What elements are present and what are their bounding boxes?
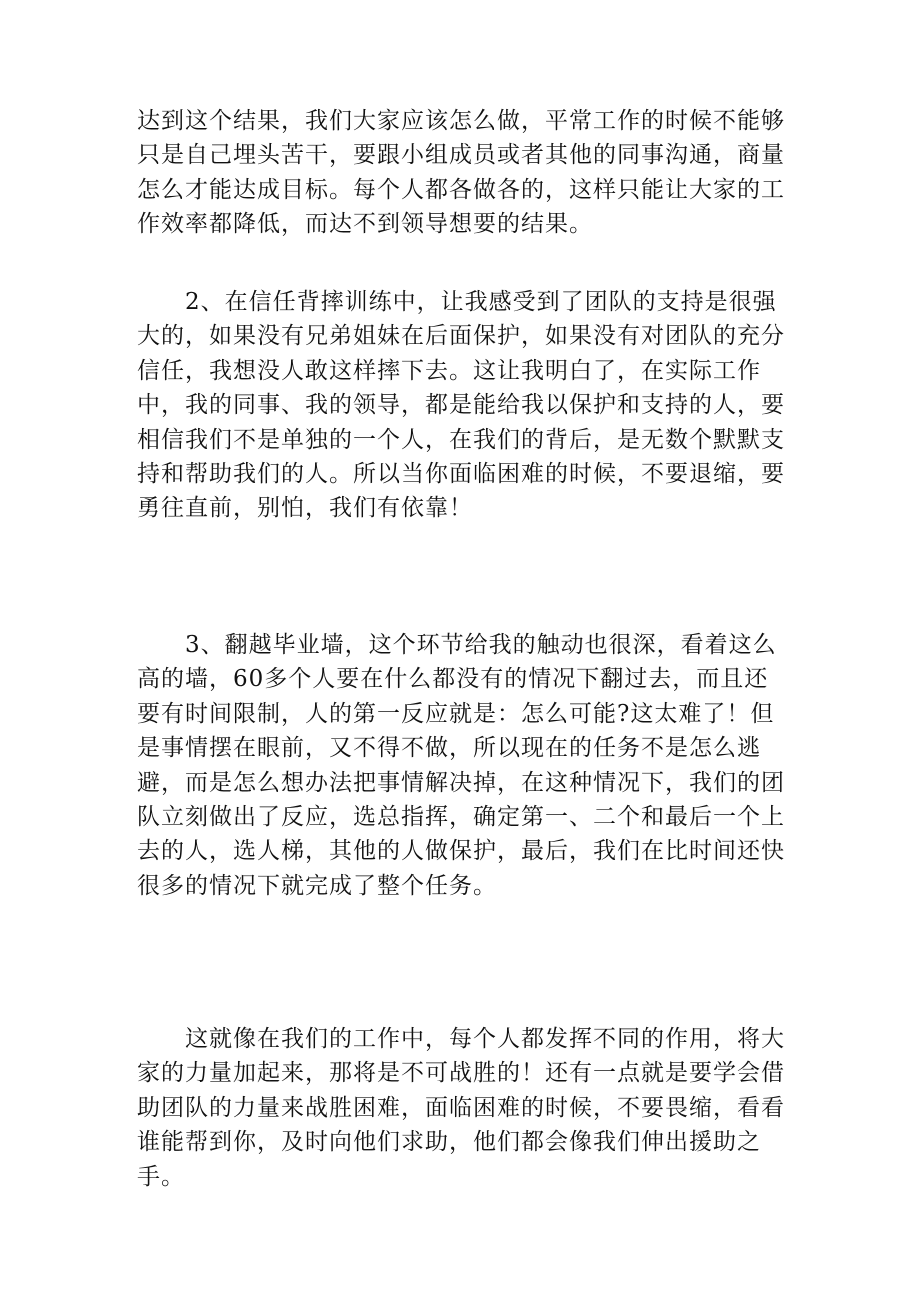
- body-paragraph-3: 3、翻越毕业墙，这个环节给我的触动也很深，看着这么高的墙，60多个人要在什么都没有的情况下翻过去，而且还要有时间限制，人的第一反应就是：怎么可能?这太难了！但是事情摆在眼前，又不得不做，所以现在的任务不是怎么逃避，而是怎么想办法把事情解决掉，在这种情况下，我们的团队立刻做出了反应，选总指挥，确定第一、二个和最后一个上去的人，选人梯，其他的人做保护，最后，我们在比时间还快很多的情况下就完成了整个任务。: [137, 632, 785, 899]
- body-paragraph-1: 达到这个结果，我们大家应该怎么做，平常工作的时候不能够只是自己埋头苦干，要跟小组成员或者其他的同事沟通，商量怎么才能达成目标。每个人都各做各的，这样只能让大家的工作效率都降低，而达不到领导想要的结果。: [137, 108, 785, 238]
- body-paragraph-2: 2、在信任背摔训练中，让我感受到了团队的支持是很强大的，如果没有兄弟姐妹在后面保护，如果没有对团队的充分信任，我想没人敢这样摔下去。这让我明白了，在实际工作中，我的同事、我的领导，都是能给我以保护和支持的人，要相信我们不是单独的一个人，在我们的背后，是无数个默默支持和帮助我们的人。所以当你面临困难的时候，不要退缩，要勇往直前，别怕，我们有依靠！: [137, 289, 785, 522]
- body-paragraph-4: 这就像在我们的工作中，每个人都发挥不同的作用，将大家的力量加起来，那将是不可战胜的！还有一点就是要学会借助团队的力量来战胜困难，面临困难的时候，不要畏缩，看看谁能帮到你，及时向他们求助，他们都会像我们伸出援助之手。: [137, 1026, 785, 1190]
